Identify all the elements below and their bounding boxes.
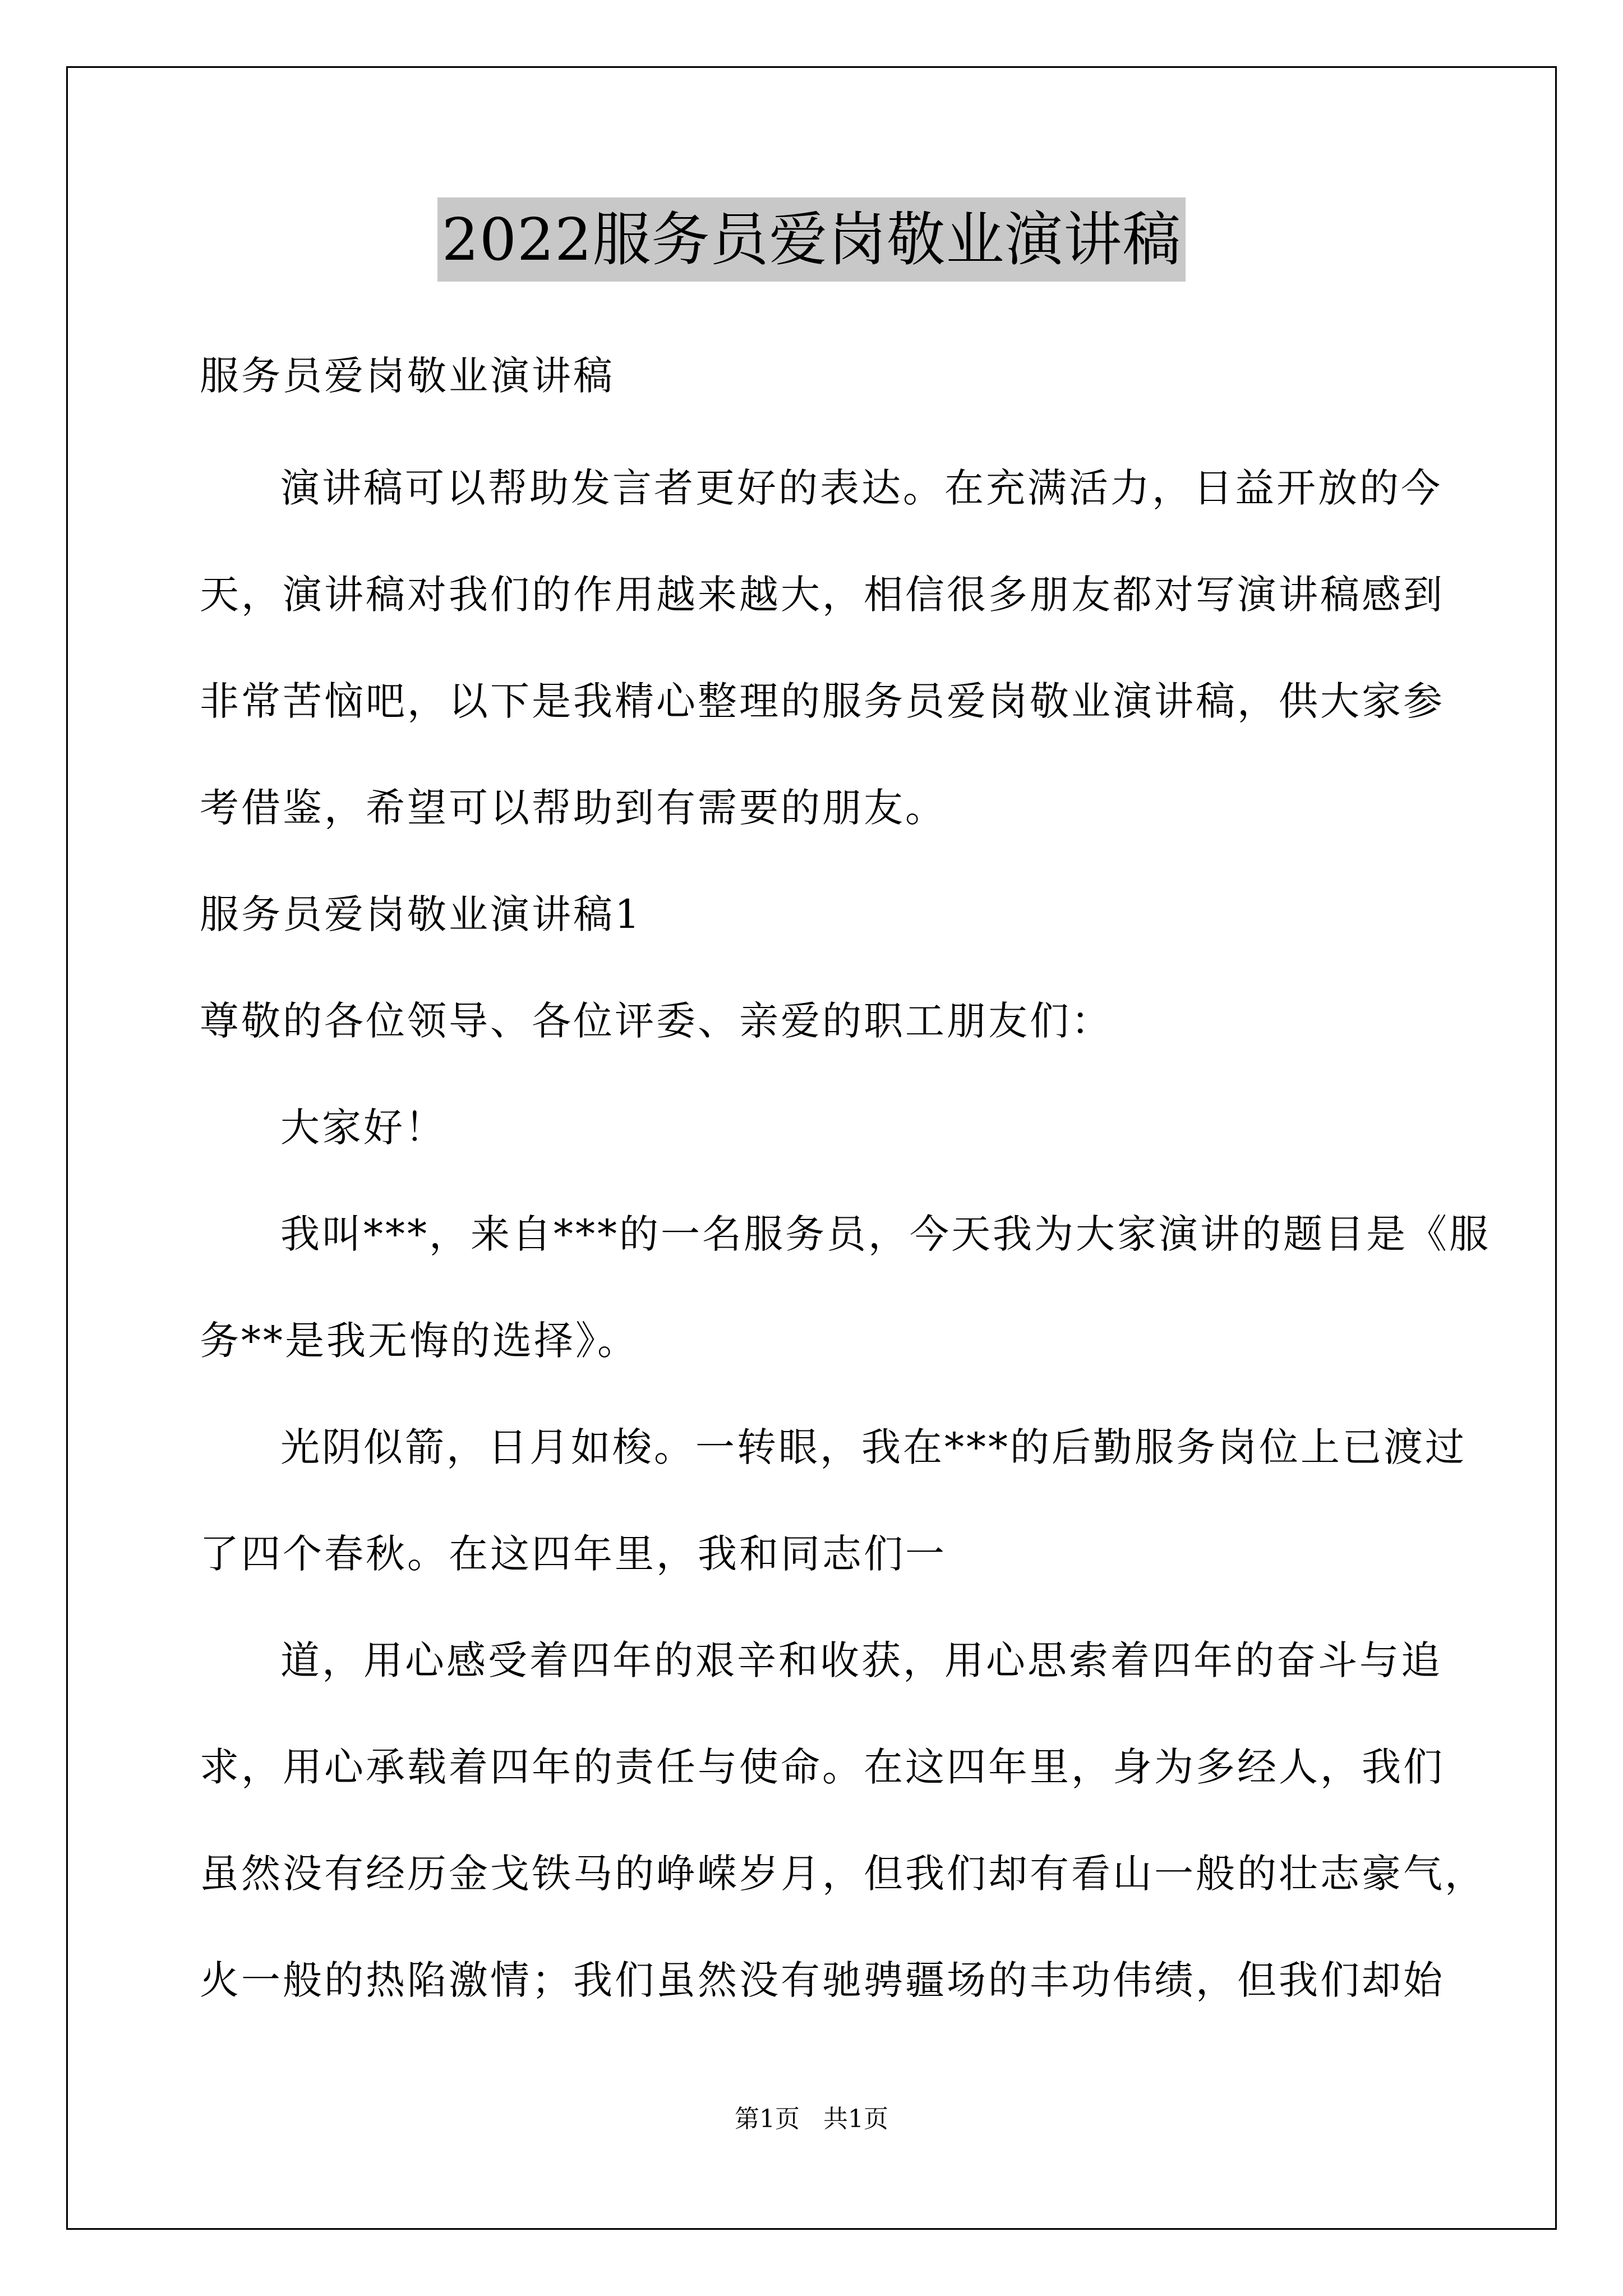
body-line: 非常苦恼吧，以下是我精心整理的服务员爱岗敬业演讲稿，供大家参 (200, 678, 1445, 724)
section-heading: 服务员爱岗敬业演讲稿1 (200, 891, 642, 937)
body-line: 求，用心承载着四年的责任与使命。在这四年里，身为多经人，我们 (200, 1744, 1445, 1790)
document-title: 2022服务员爱岗敬业演讲稿 (437, 197, 1186, 282)
body-line: 虽然没有经历金戈铁马的峥嵘岁月，但我们却有看山一般的壮志豪气， (200, 1851, 1486, 1897)
body-line: 天，演讲稿对我们的作用越来越大，相信很多朋友都对写演讲稿感到 (200, 572, 1445, 618)
body-line: 务**是我无悔的选择》。 (200, 1318, 639, 1364)
body-line: 光阴似箭，日月如梭。一转眼，我在***的后勤服务岗位上已渡过 (280, 1424, 1467, 1470)
body-line: 考借鉴，希望可以帮助到有需要的朋友。 (200, 785, 947, 831)
body-line: 了四个春秋。在这四年里，我和同志们一 (200, 1531, 947, 1577)
subtitle-line: 服务员爱岗敬业演讲稿 (200, 353, 615, 399)
salutation-line: 尊敬的各位领导、各位评委、亲爱的职工朋友们： (200, 998, 1113, 1044)
body-line: 我叫***，来自***的一名服务员，今天我为大家演讲的题目是《服 (280, 1211, 1491, 1257)
title-container (0, 197, 1623, 282)
body-line: 演讲稿可以帮助发言者更好的表达。在充满活力，日益开放的今 (280, 465, 1442, 511)
page-footer (0, 2102, 1623, 2136)
page-number-total: 共1页 (823, 2105, 888, 2133)
page-number-current: 第1页 (735, 2105, 800, 2133)
body-line: 道，用心感受着四年的艰辛和收获，用心思索着四年的奋斗与追 (280, 1637, 1442, 1683)
body-line: 火一般的热陷激情；我们虽然没有驰骋疆场的丰功伟绩，但我们却始 (200, 1957, 1445, 2003)
greeting-line: 大家好！ (280, 1105, 446, 1151)
